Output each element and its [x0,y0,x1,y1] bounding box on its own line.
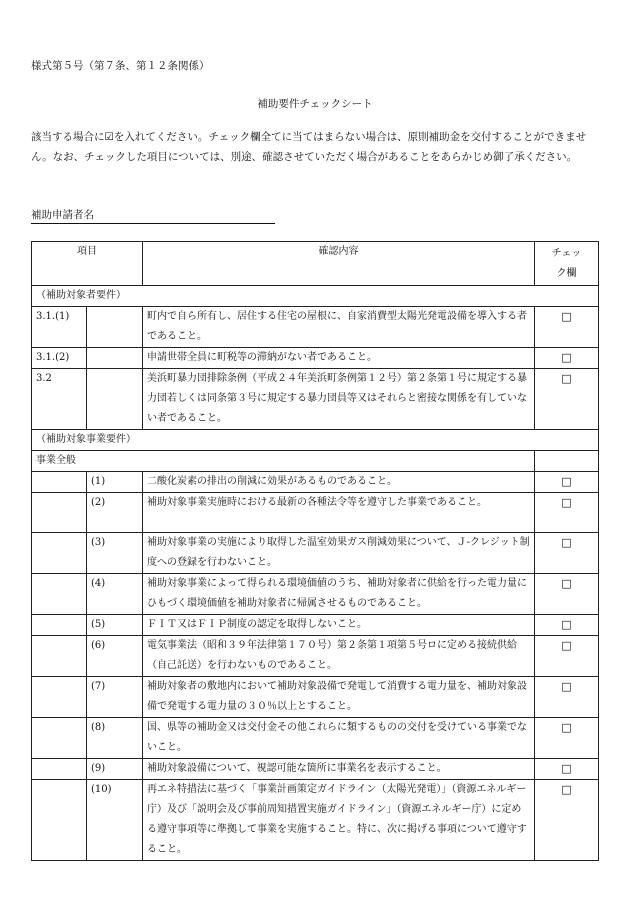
table-row [32,718,599,759]
item-content: 国、県等の補助金又は交付金その他これらに類するものの交付を受けている事業でないこと。 [143,718,535,759]
item-number [32,615,87,636]
item-content: 補助対象事業実施時における最新の各種法令等を遵守した事業であること。 [143,493,535,533]
item-content: ＦＩＴ又はＦＩＰ制度の認定を取得しないこと。 [143,615,535,636]
item-sub-number: (6) [87,636,143,677]
section-row-eligible-project [32,430,599,451]
checkbox[interactable]: □ [535,348,599,369]
table-row [32,677,599,718]
intro-text: 該当する場合に☑を入れてください。チェック欄全てに当てはまらない場合は、原則補助金を交付することができません。なお、チェックした項目については、別途、確認させていただく場合があることをあらかじめ御了承ください。 [31,131,587,163]
checkbox[interactable]: □ [535,493,599,533]
table-row [32,780,599,861]
item-number: 3.2 [32,369,87,430]
item-sub-number: (9) [87,759,143,780]
table-header-row [32,242,599,286]
checkbox[interactable]: □ [535,677,599,718]
table-row [32,759,599,780]
table-row [32,636,599,677]
item-number [32,493,87,533]
item-sub-number: (7) [87,677,143,718]
item-sub-number: (5) [87,615,143,636]
header-item: 項目 [32,242,143,286]
item-number [32,677,87,718]
item-content: 再エネ特措法に基づく「事業計画策定ガイドライン（太陽光発電）」（資源エネルギー庁）及び「説明会及び事前周知措置実施ガイドライン」（資源エネルギー庁）に定める遵守事項等に準拠して事業を実施すること。特に、次に掲げる事項について遵守すること。 [143,780,535,861]
header-check: チェック欄 [535,242,599,286]
item-sub-number: (1) [87,472,143,493]
applicant-name-field[interactable]: 補助申請者名 [31,207,275,224]
item-content: 美浜町暴力団排除条例（平成２４年美浜町条例第１２号）第２条第１号に規定する暴力団若しくは同条第３号に規定する暴力団員等又はそれらと密接な関係を有していない者であること。 [143,369,535,430]
item-sub-number [87,348,143,369]
table-row [32,472,599,493]
item-content: 補助対象事業によって得られる環境価値のうち、補助対象者に供給を行った電力量にひもづく環境価値を補助対象者に帰属させるものであること。 [143,574,535,615]
requirements-checklist [31,241,599,861]
item-content: 二酸化炭素の排出の削減に効果があるものであること。 [143,472,535,493]
header-content: 確認内容 [143,242,535,286]
table-row [32,574,599,615]
form-number: 様式第５号（第７条、第１２条関係） [31,60,210,72]
table-row [32,493,599,533]
checkbox[interactable]: □ [535,307,599,348]
section-label: （補助対象事業要件） [32,430,599,451]
item-sub-number [87,307,143,348]
item-content: 申請世帯全員に町税等の滞納がない者であること。 [143,348,535,369]
item-number [32,636,87,677]
item-number [32,759,87,780]
table-row [32,307,599,348]
section-row-general [32,451,599,472]
item-number [32,574,87,615]
document-title: 補助要件チェックシート [257,98,373,110]
empty-check-cell [535,451,599,472]
checkbox[interactable]: □ [535,718,599,759]
item-number: 3.1.(2) [32,348,87,369]
table-row [32,369,599,430]
section-label: 事業全般 [32,451,535,472]
section-row-eligible-applicant [32,286,599,307]
section-label: （補助対象者要件） [32,286,599,307]
item-sub-number: (2) [87,493,143,533]
item-content: 補助対象者の敷地内において補助対象設備で発電して消費する電力量を、補助対象設備で発電する電力量の３０％以上とすること。 [143,677,535,718]
item-number [32,718,87,759]
table-row [32,348,599,369]
item-sub-number: (3) [87,533,143,574]
checkbox[interactable]: □ [535,533,599,574]
item-content: 電気事業法（昭和３９年法律第１７０号）第２条第１項第５号ロに定める接続供給（自己託送）を行わないものであること。 [143,636,535,677]
item-content: 町内で自ら所有し、居住する住宅の屋根に、自家消費型太陽光発電設備を導入する者であること。 [143,307,535,348]
table-row [32,533,599,574]
item-number [32,780,87,861]
item-number [32,472,87,493]
table-row [32,615,599,636]
item-sub-number: (8) [87,718,143,759]
item-sub-number [87,369,143,430]
checkbox[interactable]: □ [535,636,599,677]
item-sub-number: (10) [87,780,143,861]
item-number [32,533,87,574]
item-sub-number: (4) [87,574,143,615]
checkbox[interactable]: □ [535,369,599,430]
checkbox[interactable]: □ [535,472,599,493]
item-content: 補助対象設備について、視認可能な箇所に事業名を表示すること。 [143,759,535,780]
item-number: 3.1.(1) [32,307,87,348]
checkbox[interactable]: □ [535,780,599,861]
checkbox[interactable]: □ [535,615,599,636]
item-content: 補助対象事業の実施により取得した温室効果ガス削減効果について、Ｊ-クレジット制度への登録を行わないこと。 [143,533,535,574]
checkbox[interactable]: □ [535,574,599,615]
checkbox[interactable]: □ [535,759,599,780]
